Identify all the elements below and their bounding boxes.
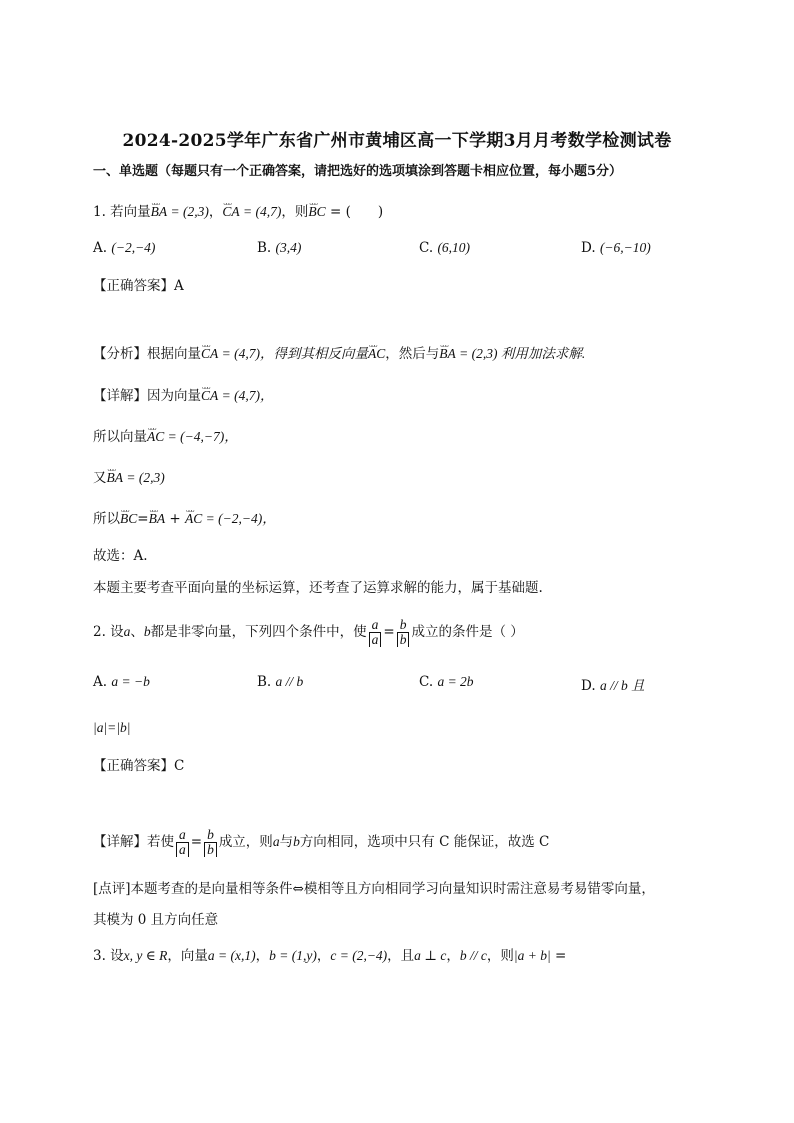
q2-comment-line-1: [点评]本题考查的是向量相等条件⇔模相等且方向相同学习向量知识时需注意易考易错零向量， xyxy=(93,881,655,897)
q1-summary: 本题主要考查平面向量的坐标运算，还考查了运算求解的能力，属于基础题. xyxy=(93,580,543,596)
q1-step-3: 所以ᴗᴗᴗ BC=ᴗᴗᴗ BA + ᴗᴗᴗ AC = (−2,−4)， xyxy=(93,509,276,529)
q2-fraction-a: $\frac{a}{a}$ xyxy=(369,618,382,647)
q1-answer: 【正确答案】A xyxy=(93,278,184,294)
q1-analysis: 【分析】根据向量ᴗᴗᴗ CA = (4,7)，得到其相反向量ᴗᴗᴗ AC，然后与ᴗᴗᴗ BA = (2,3) 利用加法求解. xyxy=(93,344,585,364)
q2-option-d: D. a // b 且 xyxy=(581,678,645,694)
section-heading: 一、单选题（每题只有一个正确答案，请把选好的选项填涂到答题卡相应位置，每小题5分） xyxy=(93,164,623,179)
q1-step-2: 又ᴗᴗᴗ BA = (2,3) xyxy=(93,468,165,488)
q1-option-b: B. (3,4) xyxy=(257,240,302,256)
q1-option-c: C. (6,10) xyxy=(419,240,471,256)
q1-option-a: A. (−2,−4) xyxy=(93,240,156,256)
q1-detail: 【详解】因为向量ᴗᴗᴗ CA = (4,7)， xyxy=(93,386,274,406)
q2-stem: 2. 设a、b都是非零向量，下列四个条件中，使 $\frac{a}{a}$ = $\frac{b}{b}$ 成立的条件是（ ） xyxy=(93,617,524,647)
q2-option-c: C. a = 2b xyxy=(419,674,474,690)
q1-choose: 故选：A. xyxy=(93,548,148,564)
q2-answer: 【正确答案】C xyxy=(93,758,185,774)
q2-option-a: A. a = −b xyxy=(93,674,150,690)
q2-detail-fraction-a: $\frac{a}{a}$ xyxy=(176,828,189,857)
page-title: 2024-2025学年广东省广州市黄埔区高一下学期3月月考数学检测试卷 xyxy=(122,131,672,151)
q2-fraction-b: $\frac{b}{b}$ xyxy=(397,618,410,647)
q1-step-1: 所以向量ᴗᴗᴗ AC = (−4,−7)， xyxy=(93,427,238,447)
q2-option-d-continued: |a|=|b| xyxy=(93,720,131,735)
q3-stem: 3. 设x, y ∈ R，向量a = (x,1)，b = (1,y)，c = (2,−4)，且a ⊥ c，b // c，则|a + b| = xyxy=(93,948,567,964)
q2-option-b: B. a // b xyxy=(257,674,304,690)
q2-detail-fraction-b: $\frac{b}{b}$ xyxy=(204,828,217,857)
q1-stem: 1. 若向量ᴗᴗᴗ BA = (2,3)，ᴗᴗᴗ CA = (4,7)，则ᴗᴗᴗ BC = ( ) xyxy=(93,202,383,222)
q2-comment-line-2: 其模为 0 且方向任意 xyxy=(93,912,219,928)
q1-option-d: D. (−6,−10) xyxy=(581,240,651,256)
q2-detail: 【详解】若使 $\frac{a}{a}$ = $\frac{b}{b}$ 成立，则a与b方向相同，选项中只有 C 能保证，故选 C xyxy=(93,827,550,857)
